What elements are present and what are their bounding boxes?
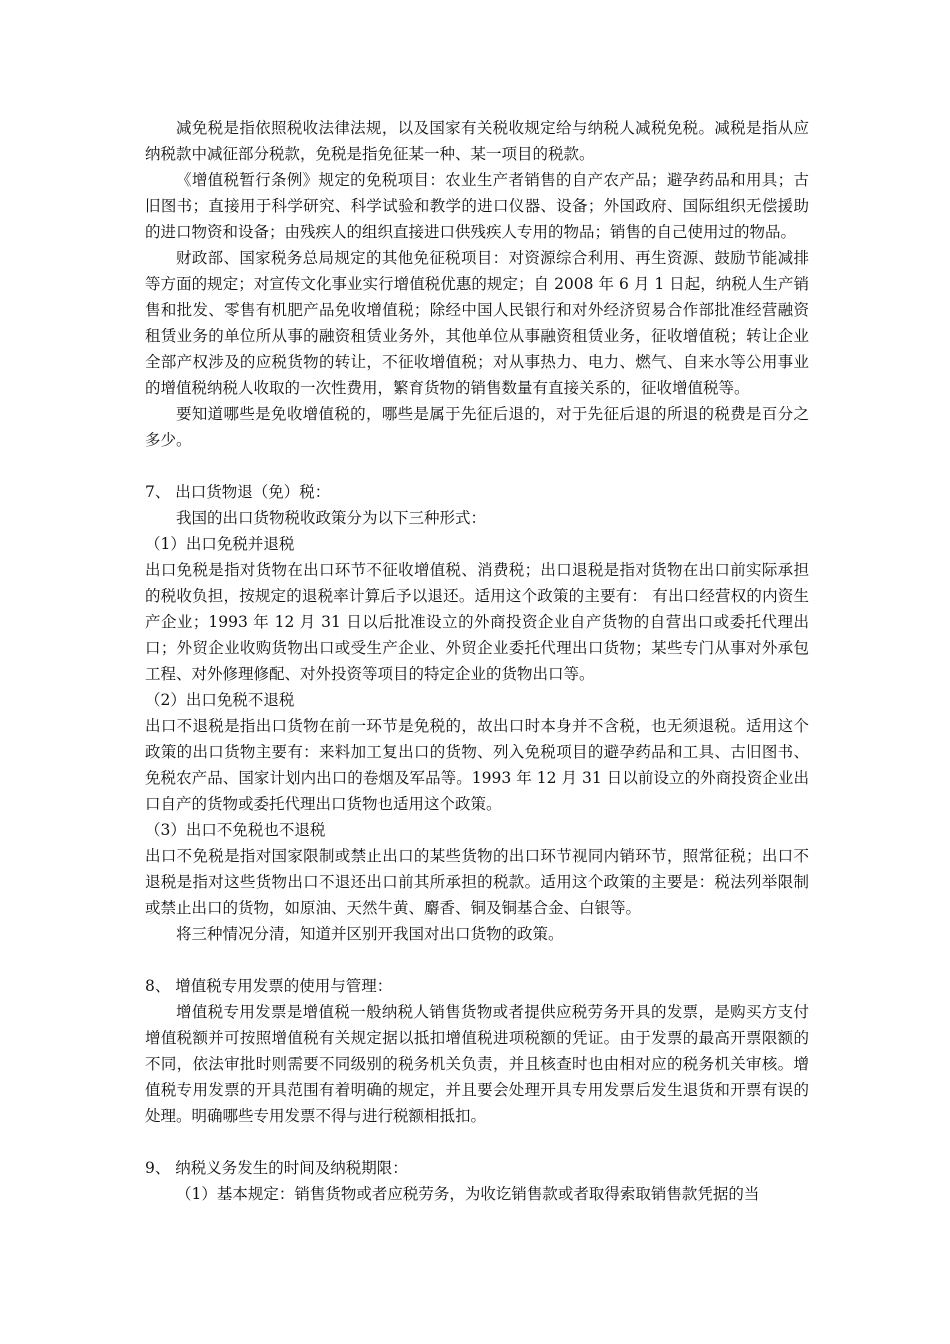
blank-line [145, 1129, 809, 1155]
section-heading-8: 8、 增值税专用发票的使用与管理： [145, 977, 393, 995]
subheading-export-3: （3）出口不免税也不退税 [145, 821, 326, 839]
section-heading-9: 9、 纳税义务发生的时间及纳税期限： [145, 1159, 408, 1177]
paragraph-export-summary: 将三种情况分清，知道并区别开我国对出口货物的政策。 [176, 925, 564, 943]
paragraph-export-policy-intro: 我国的出口货物税收政策分为以下三种形式： [176, 509, 487, 527]
paragraph-export-1: 出口免税是指对货物在出口环节不征收增值税、消费税；出口退税是指对货物在出口前实际承担的税收负担，按规定的退税率计算后予以退还。适用这个政策的主要有： 有出口经营权的内资生产企业；1993 年 12 月 31 日以后批准设立的外商投资企业自产货物的自营出口或委托代理出口；外贸企业收购货物出口或受生产企业、外贸企业委托代理出口货物；某些专门从事对外承包工程、对外修理修配、对外投资等项目的特定企业的货物出口等。 [145, 561, 809, 683]
document-page [145, 115, 809, 1207]
paragraph-study-note: 要知道哪些是免收增值税的，哪些是属于先征后退的，对于先征后退的所退的税费是百分之多少。 [145, 405, 809, 449]
paragraph-other-exemptions: 财政部、国家税务总局规定的其他免征税项目：对资源综合利用、再生资源、鼓励节能减排等方面的规定；对宣传文化事业实行增值税优惠的规定；自 2008 年 6 月 1 日起，纳税人生产销售和批发、零售有机肥产品免收增值税；除经中国人民银行和对外经济贸易合作部批准经营融资租赁业务的单位所从事的融资租赁业务外，其他单位从事融资租赁业务，征收增值税；转让企业全部产权涉及的应税货物的转让，不征收增值税；对从事热力、电力、燃气、自来水等公用事业的增值税纳税人收取的一次性费用，繁育货物的销售数量有直接关系的，征收增值税等。 [145, 249, 809, 397]
paragraph-tax-reduction-definition: 减免税是指依照税收法律法规，以及国家有关税收规定给与纳税人减税免税。减税是指从应纳税款中减征部分税款，免税是指免征某一种、某一项目的税款。 [145, 119, 809, 163]
paragraph-basic-rule: （1）基本规定：销售货物或者应税劳务，为收讫销售款或者取得索取销售款凭据的当 [176, 1185, 760, 1203]
paragraph-export-2: 出口不退税是指出口货物在前一环节是免税的，故出口时本身并不含税，也无须退税。适用这个政策的出口货物主要有：来料加工复出口的货物、列入免税项目的避孕药品和工具、古旧图书、免税农产品、国家计划内出口的卷烟及军品等。1993 年 12 月 31 日以前设立的外商投资企业出口自产的货物或委托代理出口货物也适用这个政策。 [145, 717, 809, 813]
section-heading-7: 7、 出口货物退（免）税： [145, 483, 331, 501]
paragraph-export-3: 出口不免税是指对国家限制或禁止出口的某些货物的出口环节视同内销环节，照常征税；出口不退税是指对这些货物出口不退还出口前其所承担的税款。适用这个政策的主要是：税法列举限制或禁止出口的货物，如原油、天然牛黄、麝香、铜及铜基合金、白银等。 [145, 847, 809, 917]
paragraph-vat-regulation-exemptions: 《增值税暂行条例》规定的免税项目：农业生产者销售的自产农产品；避孕药品和用具；古旧图书；直接用于科学研究、科学试验和教学的进口仪器、设备；外国政府、国际组织无偿援助的进口物资和设备；由残疾人的组织直接进口供残疾人专用的物品；销售的自己使用过的物品。 [145, 171, 809, 241]
paragraph-special-invoice: 增值税专用发票是增值税一般纳税人销售货物或者提供应税劳务开具的发票，是购买方支付增值税额并可按照增值税有关规定据以抵扣增值税进项税额的凭证。由于发票的最高开票限额的不同，依法审批时则需要不同级别的税务机关负责，并且核查时也由相对应的税务机关审核。增值税专用发票的开具范围有着明确的规定，并且要会处理开具专用发票后发生退货和开票有误的处理。明确哪些专用发票不得与进行税额相抵扣。 [145, 1003, 809, 1125]
blank-line [145, 453, 809, 479]
blank-line [145, 947, 809, 973]
subheading-export-2: （2）出口免税不退税 [145, 691, 295, 709]
subheading-export-1: （1）出口免税并退税 [145, 535, 295, 553]
